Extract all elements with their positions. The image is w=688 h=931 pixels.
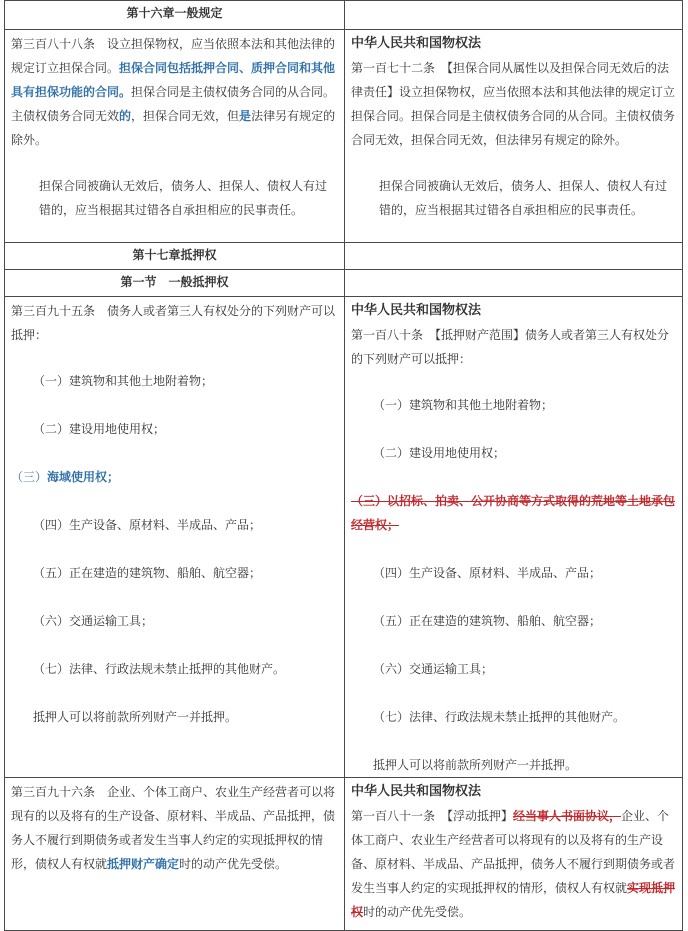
section1-title: 第一节 一般抵押权 — [5, 270, 345, 297]
art388-cell — [5, 30, 345, 243]
deleted-item-3: （三）以招标、拍卖、公开协商等方式取得的荒地等土地承包经营权； — [351, 494, 676, 532]
art388-blue2: 的 — [119, 109, 132, 123]
law-name: 中华人民共和国物权法 — [351, 784, 482, 799]
art181-deleted: 经当事人书面协议， — [513, 809, 622, 823]
list-item: （二）建设用地使用权； — [33, 422, 166, 436]
table-row — [5, 1, 683, 30]
art181-end: 时的动产优先受偿。 — [363, 905, 472, 919]
art396-end: 时的动产优先受偿。 — [179, 857, 288, 871]
table-row — [5, 297, 683, 778]
law-name: 中华人民共和国物权法 — [351, 36, 482, 51]
table-row — [5, 30, 683, 243]
art180-intro: 第一百八十条 【抵押财产范围】债务人或者第三人有权处分的下列财产可以抵押： — [351, 328, 670, 366]
art388-mid: 担保合同是主债权债务合同的从合同。主债权债务合同无效 — [11, 85, 336, 123]
art396-text — [11, 780, 338, 876]
art172-text: 第一百七十二条 【担保合同从属性以及担保合同无效后的法律责任】设立担保物权，应当依照本法和其他法律的规定订立担保合同。担保合同是主债权债务合同的从合同。主债权债务合同无效，担保合同无效，但法律另有规定的除外。 — [351, 61, 676, 147]
art388-text — [11, 32, 338, 152]
art180-closing: 抵押人可以将前款所列财产一并抵押。 — [373, 758, 578, 772]
art180-cell — [345, 297, 683, 778]
chapter17-empty-cell — [345, 243, 683, 270]
art388-para2: 担保合同被确认无效后，债务人、担保人、债权人有过错的，应当根据其过错各自承担相应的民事责任。 — [39, 179, 328, 217]
art388-end: 法律另有规定的除外。 — [11, 109, 336, 147]
comparison-table — [4, 0, 683, 931]
list-item: （六）交通运输工具； — [373, 662, 494, 676]
list-item: （一）建筑物和其他土地附着物； — [373, 398, 554, 412]
spacer — [11, 152, 338, 174]
chapter16-empty-cell — [345, 1, 683, 30]
law-name: 中华人民共和国物权法 — [351, 303, 482, 318]
spacer — [351, 152, 676, 174]
art181-deleted2: 实现抵押权 — [351, 881, 676, 919]
item3-blue: 海域使用权； — [47, 470, 120, 484]
list-item: （五）正在建造的建筑物、船舶、航空器； — [373, 614, 602, 628]
list-item: （四）生产设备、原材料、半成品、产品； — [33, 518, 262, 532]
table-row — [5, 270, 683, 297]
table-row — [5, 778, 683, 931]
art388-mid2: ，担保合同无效，但 — [131, 109, 240, 123]
list-item: （七）法律、行政法规未禁止抵押的其他财产。 — [33, 662, 286, 676]
table-row — [5, 243, 683, 270]
art388-blue3: 是 — [239, 109, 252, 123]
list-item: （二）建设用地使用权； — [373, 446, 506, 460]
art181-mid: 企业、个体工商户、农业生产经营者可以将现有的以及将有的生产设备、原材料、半成品、产品抵押，债务人不履行到期债务或者发生当事人约定的实现抵押权的情形，债权人有权就 — [351, 809, 676, 895]
art181-text — [351, 804, 676, 924]
list-item: （一）建筑物和其他土地附着物； — [33, 374, 214, 388]
art388-blue: 担保合同包括抵押合同、质押合同和其他具有担保功能的合同。 — [11, 61, 336, 99]
list-item: （六）交通运输工具； — [33, 614, 154, 628]
chapter16-title: 第十六章一般规定 — [5, 1, 345, 30]
list-item: （五）正在建造的建筑物、船舶、航空器； — [33, 566, 262, 580]
art396-cell — [5, 778, 345, 931]
art395-cell — [5, 297, 345, 778]
art396-blue: 抵押财产确定 — [107, 857, 180, 871]
art395-closing: 抵押人可以将前款所列财产一并抵押。 — [33, 710, 238, 724]
list-item-3 — [11, 465, 338, 489]
art172-cell — [345, 30, 683, 243]
art172-para2: 担保合同被确认无效后，债务人、担保人、债权人有过错的，应当根据其过错各自承担相应的民事责任。 — [379, 179, 668, 217]
art388-pre: 第三百八十八条 设立担保物权，应当依照本法和其他法律的规定订立担保合同。 — [11, 37, 336, 75]
art181-pre: 第一百八十一条 【浮动抵押】 — [351, 809, 514, 823]
art181-cell — [345, 778, 683, 931]
section1-empty-cell — [345, 270, 683, 297]
list-item: （七）法律、行政法规未禁止抵押的其他财产。 — [373, 710, 626, 724]
chapter17-title: 第十七章抵押权 — [5, 243, 345, 270]
art395-intro: 第三百九十五条 债务人或者第三人有权处分的下列财产可以抵押： — [11, 304, 336, 342]
art396-pre: 第三百九十六条 企业、个体工商户、农业生产经营者可以将现有的以及将有的生产设备、原材料、半成品、产品抵押，债务人不履行到期债务或者发生当事人约定的实现抵押权的情形，债权人有权就 — [11, 785, 336, 871]
item3-number: （三） — [11, 470, 48, 484]
list-item: （四）生产设备、原材料、半成品、产品； — [373, 566, 602, 580]
